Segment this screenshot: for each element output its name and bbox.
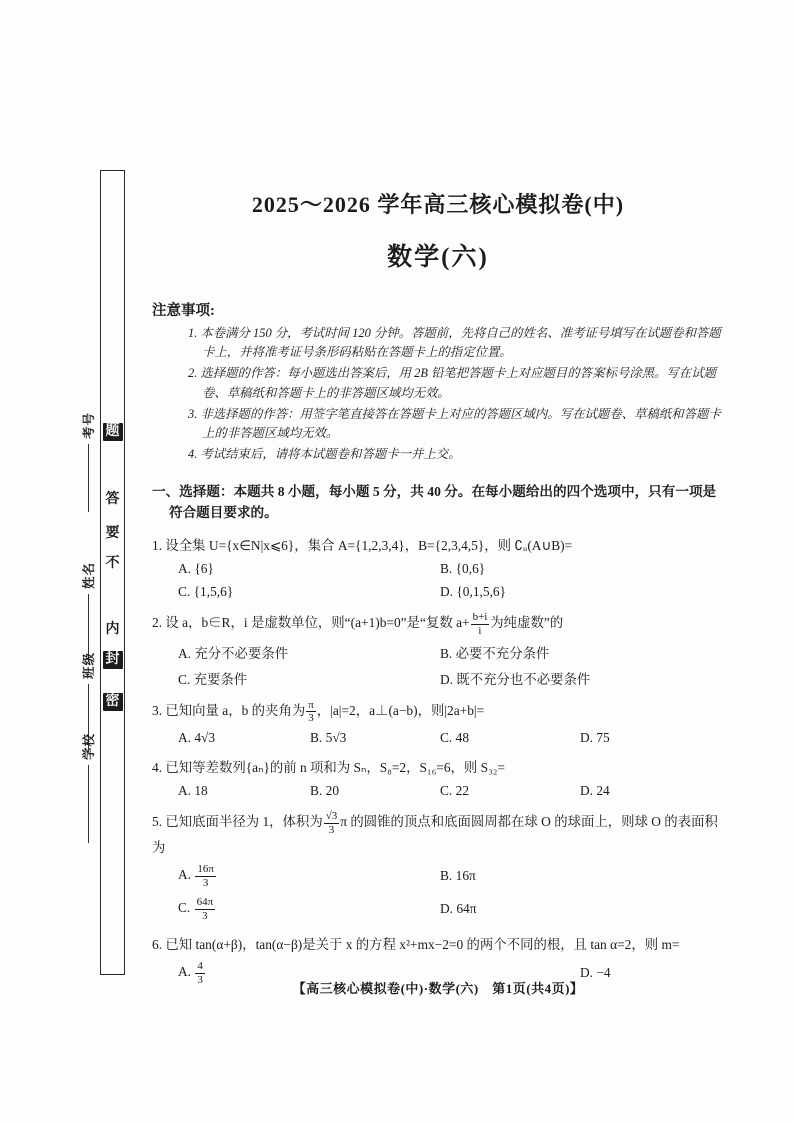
seal-char-nei: 内	[105, 622, 120, 637]
seal-field-name	[79, 562, 97, 662]
question-4-options	[152, 783, 724, 799]
seal-char-ti: 题	[103, 423, 123, 441]
notice-item-2: 2. 选择题的作答：每小题选出答案后，用 2B 铅笔把答题卡上对应题目的答案标号涂黑。写在试题卷、草稿纸和答题卡上的非答题区域均无效。	[188, 366, 716, 400]
seal-char-bu: 不	[105, 556, 120, 571]
field-underline	[88, 765, 89, 843]
option-d: D. −4	[580, 965, 611, 981]
option-a: A. 4√3	[178, 729, 216, 745]
option-c: C. 48	[440, 729, 470, 745]
exam-content	[152, 188, 724, 986]
option-b: B. 20	[310, 783, 340, 799]
option-a: A. 充分不必要条件	[178, 645, 289, 661]
field-label: 班级	[82, 652, 96, 680]
notice-list	[152, 324, 724, 465]
exam-title: 2025～2026 学年高三核心模拟卷(中)	[251, 192, 625, 217]
question-3-stem: 3. 已知向量 a，b 的夹角为 $\frac{\pi}{3}$ ，|a|=2，a⊥(a−b)，则|2a+b|=	[152, 698, 485, 725]
field-underline	[88, 444, 89, 512]
question-2-options	[152, 643, 724, 688]
option-c: C. $\frac{64\pi}{3}$	[178, 896, 214, 922]
question-1-stem: 1. 设全集 U={x∈N|x⩽6}，集合 A={1,2,3,4}，B={2,3,4,5}，则 ∁ᵤ(A∪B)=	[152, 538, 573, 554]
seal-char-yao: 要	[105, 526, 120, 541]
option-d: D. {0,1,5,6}	[440, 584, 507, 600]
option-a: A. $\frac{16\pi}{3}$	[178, 863, 214, 889]
option-a: A. 18	[178, 783, 208, 799]
exam-subject: 数学(六)	[387, 244, 489, 271]
option-d: D. 64π	[440, 901, 477, 917]
seal-line-strip	[100, 170, 125, 975]
question-5-options	[152, 863, 724, 923]
question-2-stem: 2. 设 a，b∈R，i 是虚数单位，则“(a+1)b=0”是“复数 a+ $\frac{b+i}{i}$ 为纯虚数”的	[152, 611, 564, 638]
option-d: D. 既不充分也不必要条件	[440, 671, 591, 687]
option-c: C. 充要条件	[178, 671, 248, 687]
notice-item-1: 1. 本卷满分 150 分，考试时间 120 分钟。答题前，先将自己的姓名、准考证号填写在试题卷和答题卡上，并将准考证号条形码粘贴在答题卡上的指定位置。	[188, 326, 721, 360]
page-footer: 【高三核心模拟卷(中)·数学(六) 第1页(共4页)】	[292, 981, 584, 996]
notice-item-4: 4. 考试结束后，请将本试题卷和答题卡一并上交。	[188, 447, 461, 462]
question-3	[152, 699, 724, 746]
seal-field-exam-number	[79, 412, 97, 512]
option-d: D. 75	[580, 729, 610, 745]
notice-section	[152, 299, 724, 465]
option-b: B. 必要不充分条件	[440, 645, 550, 661]
seal-char-feng: 封	[103, 651, 123, 669]
option-b: B. 16π	[440, 868, 476, 884]
seal-field-school	[79, 733, 97, 843]
field-label: 考号	[82, 412, 96, 440]
question-1-options	[152, 561, 724, 600]
question-4	[152, 757, 724, 799]
question-5-stem: 5. 已知底面半径为 1，体积为 $\frac{√3}{3}$ π 的圆锥的顶点和底面圆周都在球 O 的球面上，则球 O 的表面积为	[152, 810, 718, 855]
field-label: 学校	[82, 733, 96, 761]
question-1	[152, 535, 724, 600]
section-heading-choice: 一、选择题：本题共 8 小题，每小题 5 分，共 40 分。在每小题给出的四个选项中，只有一项是符合题目要求的。	[152, 483, 717, 521]
option-d: D. 24	[580, 783, 610, 799]
question-5	[152, 810, 724, 922]
option-a: A. {6}	[178, 561, 214, 577]
option-b: B. {0,6}	[440, 561, 486, 577]
option-a: A. $\frac{4}{3}$	[178, 960, 203, 986]
notice-item-3: 3. 非选择题的作答：用签字笔直接答在答题卡上对应的答题区域内。写在试题卷、草稿纸和答题卡上的非答题区域均无效。	[188, 406, 721, 441]
question-3-options	[152, 730, 724, 746]
question-6-stem: 6. 已知 tan(α+β)，tan(α−β)是关于 x 的方程 x²+mx−2=0 的两个不同的根，且 tan α=2，则 m=	[152, 936, 680, 952]
field-label: 姓名	[82, 562, 96, 590]
seal-char-mi: 密	[103, 693, 123, 711]
question-2	[152, 611, 724, 687]
question-4-stem: 4. 已知等差数列{aₙ}的前 n 项和为 Sₙ，S₈=2，S₁₆=6，则 S₃₂=	[152, 759, 505, 775]
option-c: C. 22	[440, 783, 470, 799]
option-b: B. 5√3	[310, 729, 347, 745]
notice-heading: 注意事项:	[152, 303, 215, 319]
seal-char-da: 答	[105, 492, 120, 507]
option-c: C. {1,5,6}	[178, 584, 234, 600]
